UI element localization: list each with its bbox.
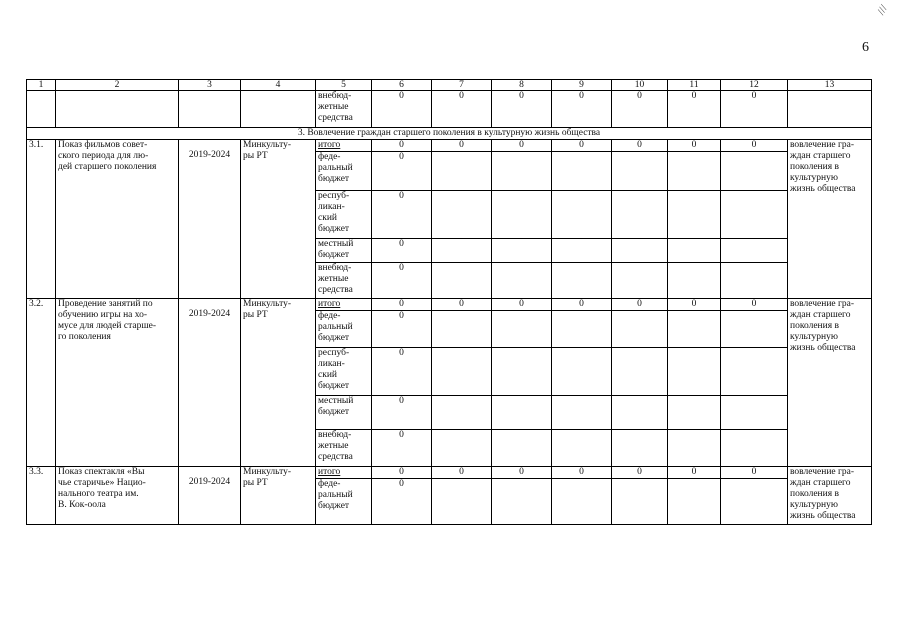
blank-cell: [612, 263, 668, 299]
blank-cell: [179, 91, 241, 128]
amount-cell: 0: [668, 299, 721, 311]
amount-cell: 0: [372, 263, 432, 299]
amount-cell: 0: [372, 91, 432, 128]
funding-row: [27, 467, 872, 479]
blank-cell: [788, 91, 872, 128]
blank-cell: [721, 152, 788, 191]
item-result: вовлечение гра- ждан старшего поколения в культурную жизнь общества: [788, 467, 872, 525]
blank-cell: [612, 348, 668, 396]
item-number: 3.2.: [27, 299, 56, 467]
corner-mark: ///: [875, 3, 891, 17]
amount-cell: 0: [492, 91, 552, 128]
amount-cell: 0: [372, 311, 432, 348]
blank-cell: [721, 479, 788, 525]
blank-cell: [612, 191, 668, 239]
blank-cell: [721, 263, 788, 299]
funding-source: феде- ральный бюджет: [316, 311, 372, 348]
column-number: 8: [492, 80, 552, 91]
amount-cell: 0: [552, 91, 612, 128]
blank-cell: [492, 263, 552, 299]
amount-cell: 0: [372, 396, 432, 430]
continuation-row: [27, 91, 872, 128]
amount-cell: 0: [552, 299, 612, 311]
blank-cell: [432, 430, 492, 467]
column-number: 13: [788, 80, 872, 91]
blank-cell: [612, 396, 668, 430]
amount-cell: 0: [492, 140, 552, 152]
item-number: 3.3.: [27, 467, 56, 525]
blank-cell: [668, 191, 721, 239]
amount-cell: 0: [552, 467, 612, 479]
funding-source: итого: [316, 467, 372, 479]
blank-cell: [552, 479, 612, 525]
amount-cell: 0: [372, 479, 432, 525]
funding-source: респуб- ликан- ский бюджет: [316, 191, 372, 239]
funding-source: внебюд- жетные средства: [316, 263, 372, 299]
amount-cell: 0: [432, 140, 492, 152]
column-number: 1: [27, 80, 56, 91]
section-title: 3. Вовлечение граждан старшего поколения в культурную жизнь общества: [27, 128, 872, 140]
blank-cell: [432, 239, 492, 263]
amount-cell: 0: [492, 299, 552, 311]
blank-cell: [721, 191, 788, 239]
column-number: 11: [668, 80, 721, 91]
blank-cell: [432, 479, 492, 525]
funding-row: [27, 140, 872, 152]
blank-cell: [552, 239, 612, 263]
table-body: [27, 80, 872, 525]
item-executor: Минкульту- ры РТ: [241, 299, 316, 467]
blank-cell: [492, 430, 552, 467]
funding-source: феде- ральный бюджет: [316, 152, 372, 191]
blank-cell: [552, 263, 612, 299]
blank-cell: [432, 396, 492, 430]
blank-cell: [492, 396, 552, 430]
column-number: 3: [179, 80, 241, 91]
blank-cell: [612, 239, 668, 263]
blank-cell: [432, 348, 492, 396]
blank-cell: [612, 430, 668, 467]
amount-cell: 0: [372, 299, 432, 311]
funding-source: внебюд- жетные средства: [316, 91, 372, 128]
amount-cell: 0: [372, 467, 432, 479]
amount-cell: 0: [372, 191, 432, 239]
amount-cell: 0: [668, 467, 721, 479]
item-period: 2019-2024: [179, 140, 241, 299]
blank-cell: [721, 311, 788, 348]
blank-cell: [552, 348, 612, 396]
column-number: 9: [552, 80, 612, 91]
item-name: Показ спектакля «Вы чье старичье» Нацио- нального театра им. В. Кок-оола: [56, 467, 179, 525]
blank-cell: [612, 479, 668, 525]
blank-cell: [612, 311, 668, 348]
section-row: [27, 128, 872, 140]
amount-cell: 0: [372, 140, 432, 152]
blank-cell: [668, 239, 721, 263]
amount-cell: 0: [721, 140, 788, 152]
blank-cell: [492, 479, 552, 525]
blank-cell: [56, 91, 179, 128]
amount-cell: 0: [668, 91, 721, 128]
amount-cell: 0: [612, 140, 668, 152]
blank-cell: [492, 348, 552, 396]
funding-row: [27, 299, 872, 311]
blank-cell: [492, 191, 552, 239]
amount-cell: 0: [721, 91, 788, 128]
blank-cell: [721, 430, 788, 467]
item-result: вовлечение гра- ждан старшего поколения в культурную жизнь общества: [788, 299, 872, 467]
blank-cell: [552, 152, 612, 191]
amount-cell: 0: [432, 299, 492, 311]
blank-cell: [432, 152, 492, 191]
item-period: 2019-2024: [179, 299, 241, 467]
blank-cell: [612, 152, 668, 191]
blank-cell: [721, 239, 788, 263]
item-executor: Минкульту- ры РТ: [241, 467, 316, 525]
blank-cell: [668, 152, 721, 191]
amount-cell: 0: [612, 467, 668, 479]
column-number: 5: [316, 80, 372, 91]
amount-cell: 0: [612, 299, 668, 311]
blank-cell: [668, 479, 721, 525]
column-number: 12: [721, 80, 788, 91]
blank-cell: [668, 396, 721, 430]
column-number: 7: [432, 80, 492, 91]
column-number: 4: [241, 80, 316, 91]
amount-cell: 0: [372, 348, 432, 396]
funding-source: местный бюджет: [316, 396, 372, 430]
column-number: 10: [612, 80, 668, 91]
item-result: вовлечение гра- ждан старшего поколения в культурную жизнь общества: [788, 140, 872, 299]
item-name: Показ фильмов совет- ского периода для лю- дей старшего поколения: [56, 140, 179, 299]
program-table: [26, 79, 872, 525]
amount-cell: 0: [432, 91, 492, 128]
blank-cell: [432, 263, 492, 299]
blank-cell: [552, 191, 612, 239]
funding-source: местный бюджет: [316, 239, 372, 263]
blank-cell: [721, 396, 788, 430]
blank-cell: [432, 191, 492, 239]
funding-source: итого: [316, 299, 372, 311]
item-executor: Минкульту- ры РТ: [241, 140, 316, 299]
blank-cell: [668, 430, 721, 467]
amount-cell: 0: [612, 91, 668, 128]
blank-cell: [27, 91, 56, 128]
blank-cell: [241, 91, 316, 128]
blank-cell: [668, 263, 721, 299]
amount-cell: 0: [372, 239, 432, 263]
item-number: 3.1.: [27, 140, 56, 299]
funding-source: внебюд- жетные средства: [316, 430, 372, 467]
item-name: Проведение занятий по обучению игры на хо- мусе для людей старше- го поколения: [56, 299, 179, 467]
page-number: 6: [862, 40, 869, 55]
blank-cell: [721, 348, 788, 396]
amount-cell: 0: [372, 152, 432, 191]
amount-cell: 0: [372, 430, 432, 467]
blank-cell: [552, 396, 612, 430]
amount-cell: 0: [721, 467, 788, 479]
amount-cell: 0: [668, 140, 721, 152]
blank-cell: [668, 348, 721, 396]
blank-cell: [552, 311, 612, 348]
blank-cell: [492, 152, 552, 191]
column-number: 2: [56, 80, 179, 91]
amount-cell: 0: [432, 467, 492, 479]
blank-cell: [492, 311, 552, 348]
funding-source: итого: [316, 140, 372, 152]
blank-cell: [432, 311, 492, 348]
blank-cell: [552, 430, 612, 467]
item-period: 2019-2024: [179, 467, 241, 525]
funding-source: феде- ральный бюджет: [316, 479, 372, 525]
blank-cell: [668, 311, 721, 348]
amount-cell: 0: [552, 140, 612, 152]
funding-source: респуб- ликан- ский бюджет: [316, 348, 372, 396]
amount-cell: 0: [721, 299, 788, 311]
column-number-row: [27, 80, 872, 91]
blank-cell: [492, 239, 552, 263]
amount-cell: 0: [492, 467, 552, 479]
column-number: 6: [372, 80, 432, 91]
